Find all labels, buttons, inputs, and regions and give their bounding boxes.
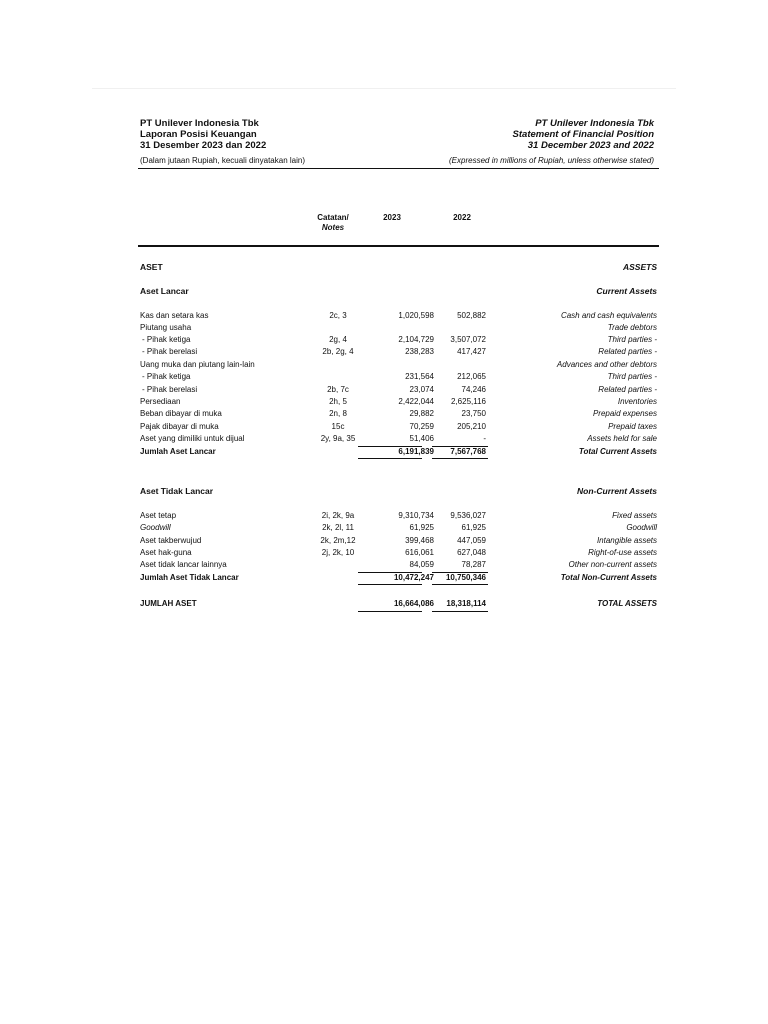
row-label-id: - Pihak ketiga xyxy=(142,372,191,381)
row-label-id: - Pihak berelasi xyxy=(142,385,198,394)
current-assets-heading-en: Current Assets xyxy=(596,286,657,296)
row-value-2022: 447,059 xyxy=(457,536,486,545)
table-row xyxy=(140,547,657,559)
row-value-2023: 231,564 xyxy=(405,372,434,381)
report-date-en: 31 December 2023 and 2022 xyxy=(527,140,654,151)
row-value-2022: 9,536,027 xyxy=(450,511,486,520)
row-label-en: Right-of-use assets xyxy=(588,548,657,557)
row-value-2023: 9,310,734 xyxy=(398,511,434,520)
row-label-en: Prepaid expenses xyxy=(592,409,657,418)
table-row xyxy=(140,371,657,383)
table-row xyxy=(140,310,657,322)
table-row xyxy=(140,522,657,534)
row-label-id: Beban dibayar di muka xyxy=(140,409,222,418)
page-top-border xyxy=(92,88,676,89)
total-label-id: Jumlah Aset Lancar xyxy=(140,447,216,456)
row-value-2023: 616,061 xyxy=(405,548,434,557)
row-value-2023: 51,406 xyxy=(409,434,434,443)
row-value-2023: 29,882 xyxy=(409,409,434,418)
row-value-2022: 3,507,072 xyxy=(450,335,486,344)
report-title-id: Laporan Posisi Keuangan xyxy=(140,129,257,140)
table-row xyxy=(140,408,657,420)
currency-note-id: (Dalam jutaan Rupiah, kecuali dinyatakan lain) xyxy=(140,156,305,165)
row-label-id: Pajak dibayar di muka xyxy=(140,422,219,431)
row-label-id: Aset tidak lancar lainnya xyxy=(140,560,227,569)
currency-note-en: (Expressed in millions of Rupiah, unless otherwise stated) xyxy=(449,156,654,165)
table-row xyxy=(140,396,657,408)
row-label-id: Kas dan setara kas xyxy=(140,311,209,320)
row-note: 2k, 2l, 11 xyxy=(322,523,354,532)
section-assets-en: ASSETS xyxy=(622,262,657,272)
table-row xyxy=(140,421,657,433)
row-value-2023: 70,259 xyxy=(409,422,434,431)
section-assets-id: ASET xyxy=(140,262,163,272)
row-label-en: Other non-current assets xyxy=(568,560,657,569)
row-value-2023: 1,020,598 xyxy=(398,311,434,320)
current-assets-heading xyxy=(140,286,657,296)
row-label-en: Cash and cash equivalents xyxy=(560,311,657,320)
row-label-en: Goodwill xyxy=(626,523,657,532)
row-note: 15c xyxy=(331,422,345,431)
row-note: 2k, 2m,12 xyxy=(320,536,356,545)
row-label-id: Aset yang dimiliki untuk dijual xyxy=(140,434,245,443)
row-value-2022: 74,246 xyxy=(461,385,486,394)
row-label-en: Intangible assets xyxy=(596,536,657,545)
table-top-rule xyxy=(138,245,659,247)
row-label-id: Aset tetap xyxy=(140,511,177,520)
noncurrent-assets-heading xyxy=(140,486,657,496)
current-assets-heading-id: Aset Lancar xyxy=(140,286,189,296)
row-value-2022: 212,065 xyxy=(457,372,486,381)
company-name-id: PT Unilever Indonesia Tbk xyxy=(140,118,259,129)
row-value-2023: 84,059 xyxy=(409,560,434,569)
row-label-en: Trade debtors xyxy=(607,323,657,332)
table-row xyxy=(140,346,657,358)
row-value-2022: 417,427 xyxy=(457,347,486,356)
table-row xyxy=(140,559,657,571)
row-value-2022: - xyxy=(483,434,486,443)
row-note: 2y, 9a, 35 xyxy=(320,434,356,443)
total-row xyxy=(140,572,657,584)
row-label-id: - Pihak berelasi xyxy=(142,347,198,356)
table-row xyxy=(140,322,657,334)
row-value-2022: 205,210 xyxy=(457,422,486,431)
grand-total-line-2022 xyxy=(432,611,488,612)
total-line-2022 xyxy=(432,458,488,459)
total-label-en: Total Non-Current Assets xyxy=(560,573,657,582)
total-value-2022: 7,567,768 xyxy=(450,447,486,456)
row-value-2022: 2,625,116 xyxy=(451,397,486,406)
company-name-en: PT Unilever Indonesia Tbk xyxy=(535,118,654,129)
row-label-en: Related parties - xyxy=(598,347,657,356)
row-value-2022: 627,048 xyxy=(457,548,486,557)
row-label-id: Persediaan xyxy=(140,397,181,406)
total-value-2023: 10,472,247 xyxy=(393,573,434,582)
grand-total-label-en: TOTAL ASSETS xyxy=(597,599,657,608)
row-label-en: Related parties - xyxy=(598,385,657,394)
row-value-2022: 502,882 xyxy=(457,311,486,320)
report-date-id: 31 Desember 2023 dan 2022 xyxy=(140,140,267,151)
col-2022: 2022 xyxy=(453,213,471,222)
noncurrent-assets-heading-id: Aset Tidak Lancar xyxy=(140,486,214,496)
total-label-id: Jumlah Aset Tidak Lancar xyxy=(140,573,239,582)
row-note: 2h, 5 xyxy=(329,397,347,406)
row-label-id: Piutang usaha xyxy=(140,323,192,332)
row-label-en: Inventories xyxy=(617,397,657,406)
col-2023: 2023 xyxy=(383,213,401,222)
row-value-2022: 61,925 xyxy=(461,523,486,532)
section-assets xyxy=(140,262,657,272)
total-value-2023: 6,191,839 xyxy=(398,447,434,456)
total-label-en: Total Current Assets xyxy=(578,447,657,456)
total-line-2023 xyxy=(358,584,422,585)
table-row xyxy=(140,359,657,371)
row-label-en: Fixed assets xyxy=(612,511,657,520)
row-label-id: - Pihak ketiga xyxy=(142,335,191,344)
table-row xyxy=(140,433,657,445)
row-label-en: Advances and other debtors xyxy=(556,360,657,369)
grand-total-line-2023 xyxy=(358,611,422,612)
row-value-2023: 23,074 xyxy=(409,385,434,394)
row-note: 2n, 8 xyxy=(329,409,347,418)
row-note: 2i, 2k, 9a xyxy=(321,511,355,520)
grand-total-label-id: JUMLAH ASET xyxy=(140,599,197,608)
grand-total-value-2023: 16,664,086 xyxy=(393,599,434,608)
row-note: 2g, 4 xyxy=(329,335,347,344)
row-label-id: Uang muka dan piutang lain-lain xyxy=(140,360,255,369)
row-label-en: Prepaid taxes xyxy=(608,422,657,431)
col-notes-en: Notes xyxy=(321,223,345,232)
row-label-id: Aset takberwujud xyxy=(140,536,202,545)
table-row xyxy=(140,510,657,522)
noncurrent-assets-heading-en: Non-Current Assets xyxy=(577,486,657,496)
total-line-2023 xyxy=(358,458,422,459)
row-value-2023: 2,104,729 xyxy=(398,335,434,344)
row-label-en: Third parties - xyxy=(607,372,657,381)
row-note: 2b, 7c xyxy=(327,385,349,394)
row-label-id: Aset hak-guna xyxy=(140,548,192,557)
row-value-2022: 23,750 xyxy=(461,409,486,418)
row-value-2023: 399,468 xyxy=(405,536,434,545)
row-label-en: Third parties - xyxy=(607,335,657,344)
row-label-id: Goodwill xyxy=(140,523,171,532)
row-note: 2c, 3 xyxy=(329,311,347,320)
grand-total-value-2022: 18,318,114 xyxy=(446,599,486,608)
row-value-2023: 2,422,044 xyxy=(398,397,434,406)
report-title-en: Statement of Financial Position xyxy=(512,129,654,140)
row-label-en: Assets held for sale xyxy=(587,434,657,443)
table-row xyxy=(140,334,657,346)
row-note: 2j, 2k, 10 xyxy=(321,548,355,557)
row-value-2023: 61,925 xyxy=(409,523,434,532)
total-row xyxy=(140,446,657,458)
grand-total-row xyxy=(140,598,657,610)
total-value-2022: 10,750,346 xyxy=(445,573,486,582)
row-value-2023: 238,283 xyxy=(405,347,434,356)
table-row xyxy=(140,384,657,396)
total-line-2022 xyxy=(432,584,488,585)
col-notes-id: Catatan/ xyxy=(317,213,349,222)
row-value-2022: 78,287 xyxy=(461,560,486,569)
row-note: 2b, 2g, 4 xyxy=(322,347,354,356)
header-rule xyxy=(138,168,659,169)
table-row xyxy=(140,535,657,547)
